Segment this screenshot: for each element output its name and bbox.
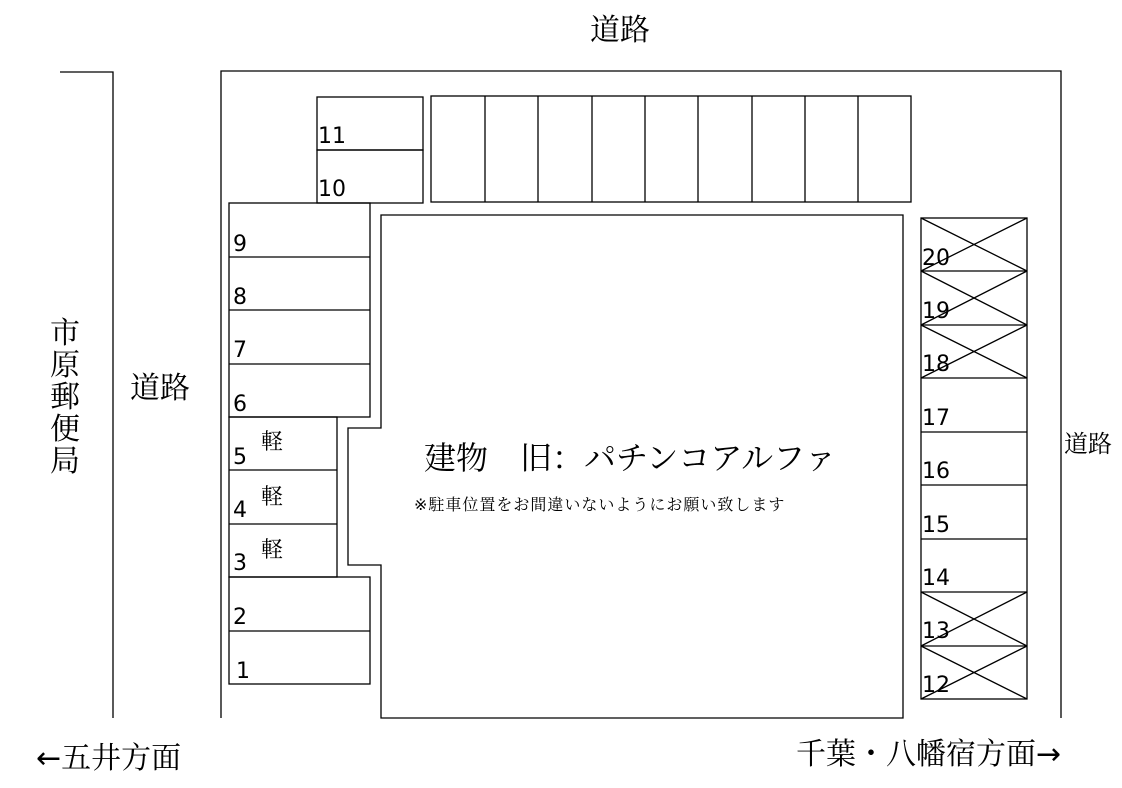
space-number-20: 20 <box>922 246 950 271</box>
kei-label-3: 軽 <box>261 538 284 563</box>
space-number-5: 5 <box>233 445 247 470</box>
space-number-17: 17 <box>922 406 950 431</box>
kei-label-4: 軽 <box>261 485 284 510</box>
building-note: ※駐車位置をお間違いないようにお願い致します <box>414 495 786 514</box>
space-number-1: 1 <box>236 659 250 684</box>
space-number-11: 11 <box>318 124 346 149</box>
space-number-15: 15 <box>922 513 950 538</box>
road-label-top: 道路 <box>590 13 650 48</box>
space-number-9: 9 <box>233 232 247 257</box>
space-number-16: 16 <box>922 459 950 484</box>
road-label-right: 道路 <box>1064 430 1112 458</box>
space-number-12: 12 <box>922 673 950 698</box>
space-number-18: 18 <box>922 352 950 377</box>
space-number-10: 10 <box>318 177 346 202</box>
road-label-left: 道路 <box>130 371 190 406</box>
post-office-label: 市原郵便局 <box>50 316 80 479</box>
space-number-8: 8 <box>233 285 247 310</box>
left-column-lower <box>229 577 370 684</box>
space-number-14: 14 <box>922 566 950 591</box>
space-number-19: 19 <box>922 299 950 324</box>
space-number-6: 6 <box>233 392 247 417</box>
direction-right-label: 千葉・八幡宿方面→ <box>796 737 1062 772</box>
space-number-4: 4 <box>233 498 247 523</box>
left-column-upper <box>229 203 370 417</box>
space-number-7: 7 <box>233 338 247 363</box>
space-number-13: 13 <box>922 619 950 644</box>
top-row-spaces <box>431 96 911 202</box>
space-number-2: 2 <box>233 605 247 630</box>
kei-label-5: 軽 <box>261 430 284 455</box>
space-number-3: 3 <box>233 551 247 576</box>
building-title: 建物 旧：パチンコアルファ <box>424 439 837 477</box>
direction-left-label: ←五井方面 <box>36 741 182 776</box>
